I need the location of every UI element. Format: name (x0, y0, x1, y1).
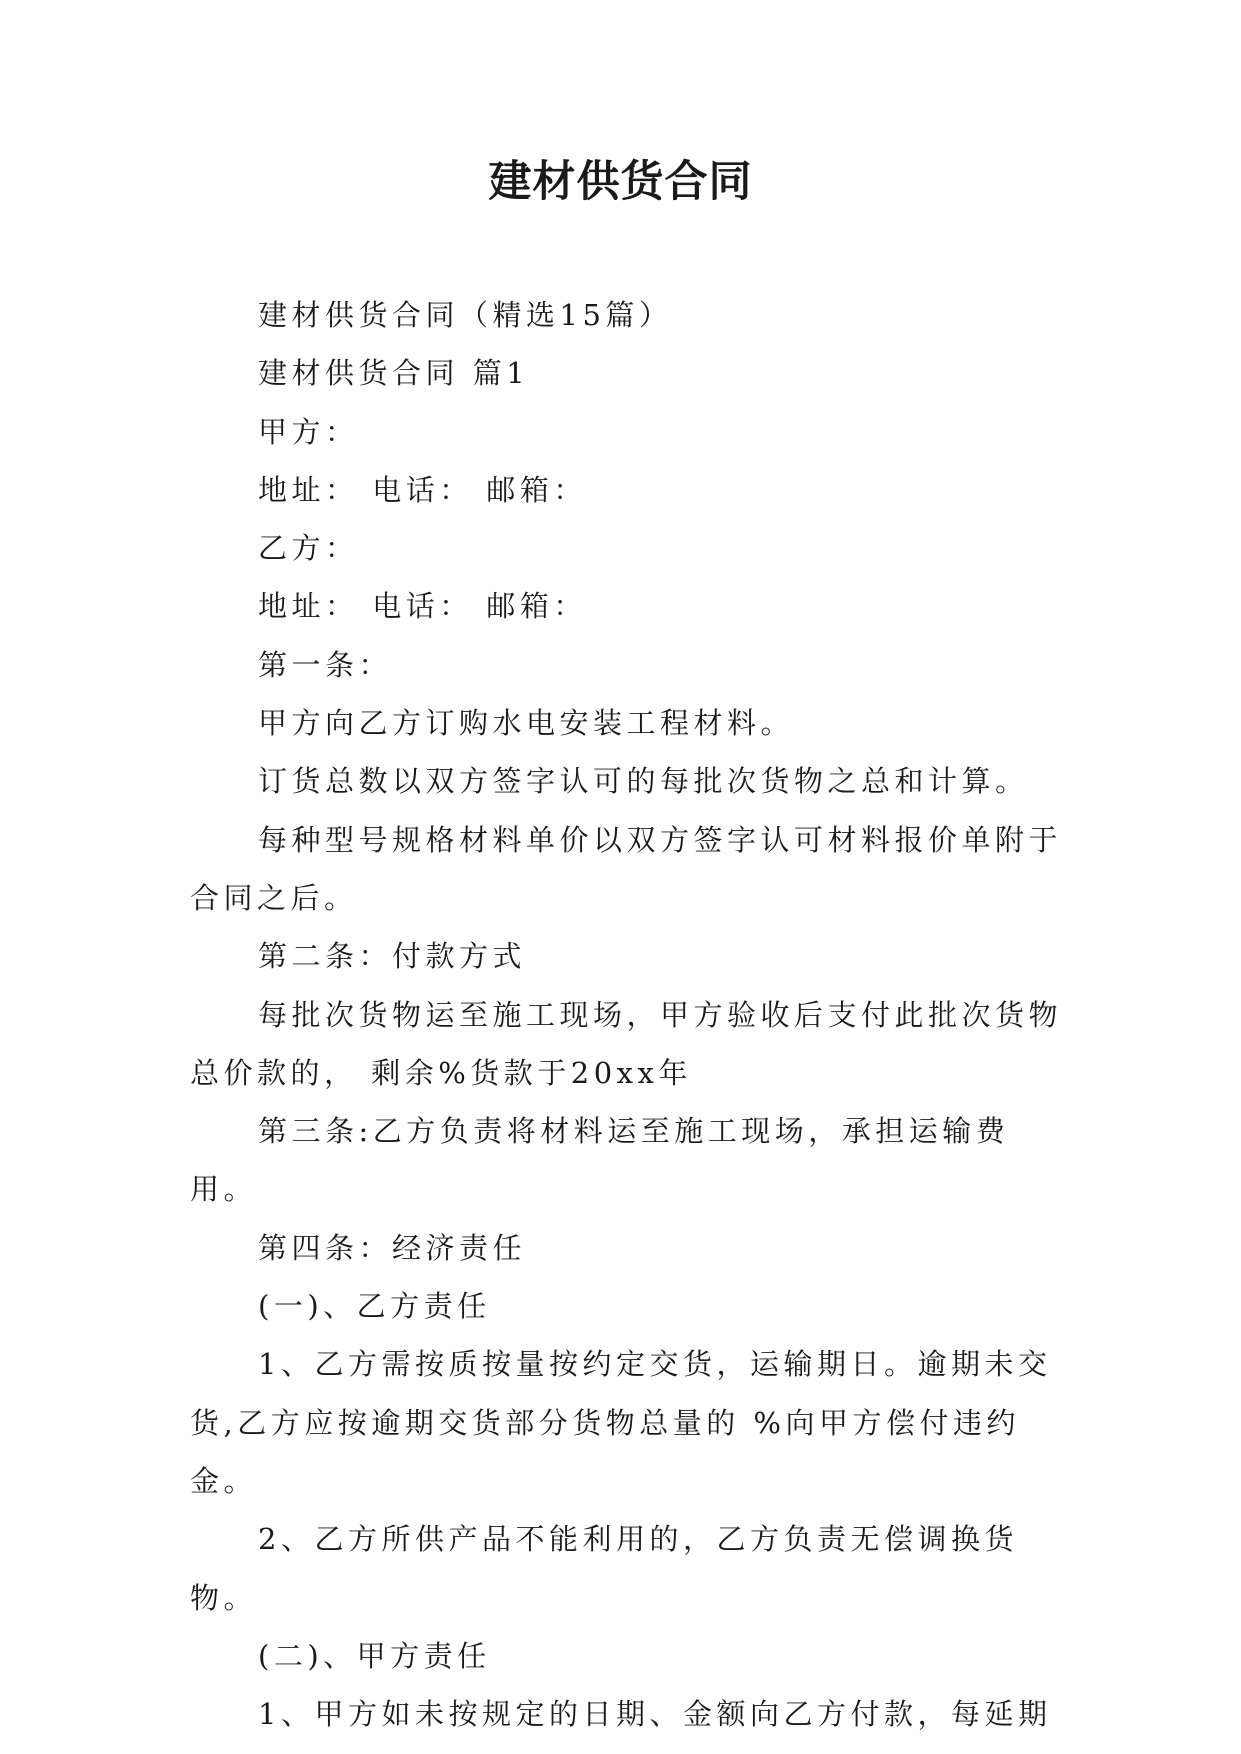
paragraph-clause: 1、乙方需按质按量按约定交货，运输期日。逾期未交货,乙方应按逾期交货部分货物总量的 %向甲方偿付违约金。 (190, 1347, 1052, 1498)
paragraph-party-b-contact: 地址： 电话： 邮箱： (258, 589, 587, 624)
paragraph-clause: 2、乙方所供产品不能利用的，乙方负责无偿调换货物。 (190, 1522, 1018, 1615)
paragraph-article-3: 第三条:乙方负责将材料运至施工现场，承担运输费用。 (190, 1114, 1010, 1207)
document-title: 建材供货合同 (488, 157, 753, 207)
paragraph-subsection: (二)、甲方责任 (258, 1638, 491, 1673)
document-body (190, 286, 1070, 1743)
paragraph-clause: 每批次货物运至施工现场，甲方验收后支付此批次货物总价款的， 剩余%货款于20xx年 (190, 997, 1063, 1090)
paragraph-party-a: 甲方： (258, 414, 359, 449)
paragraph-subsection: (一)、乙方责任 (258, 1289, 491, 1324)
paragraph-party-a-contact: 地址： 电话： 邮箱： (258, 472, 587, 507)
paragraph-article-2: 第二条：付款方式 (258, 939, 527, 974)
paragraph-party-b: 乙方： (258, 531, 359, 566)
paragraph-clause: 甲方向乙方订购水电安装工程材料。 (258, 706, 795, 741)
paragraph-section-heading: 建材供货合同 篇1 (258, 356, 530, 391)
paragraph-clause: 订货总数以双方签字认可的每批次货物之总和计算。 (258, 764, 1029, 799)
paragraph-clause: 每种型号规格材料单价以双方签字认可材料报价单附于合同之后。 (190, 822, 1063, 915)
paragraph-clause: 1、甲方如未按规定的日期、金额向乙方付款，每延期 (258, 1697, 1052, 1732)
paragraph-article-1: 第一条： (258, 647, 393, 682)
paragraph-subtitle: 建材供货合同（精选15篇） (258, 298, 673, 332)
paragraph-article-4: 第四条：经济责任 (258, 1230, 527, 1265)
